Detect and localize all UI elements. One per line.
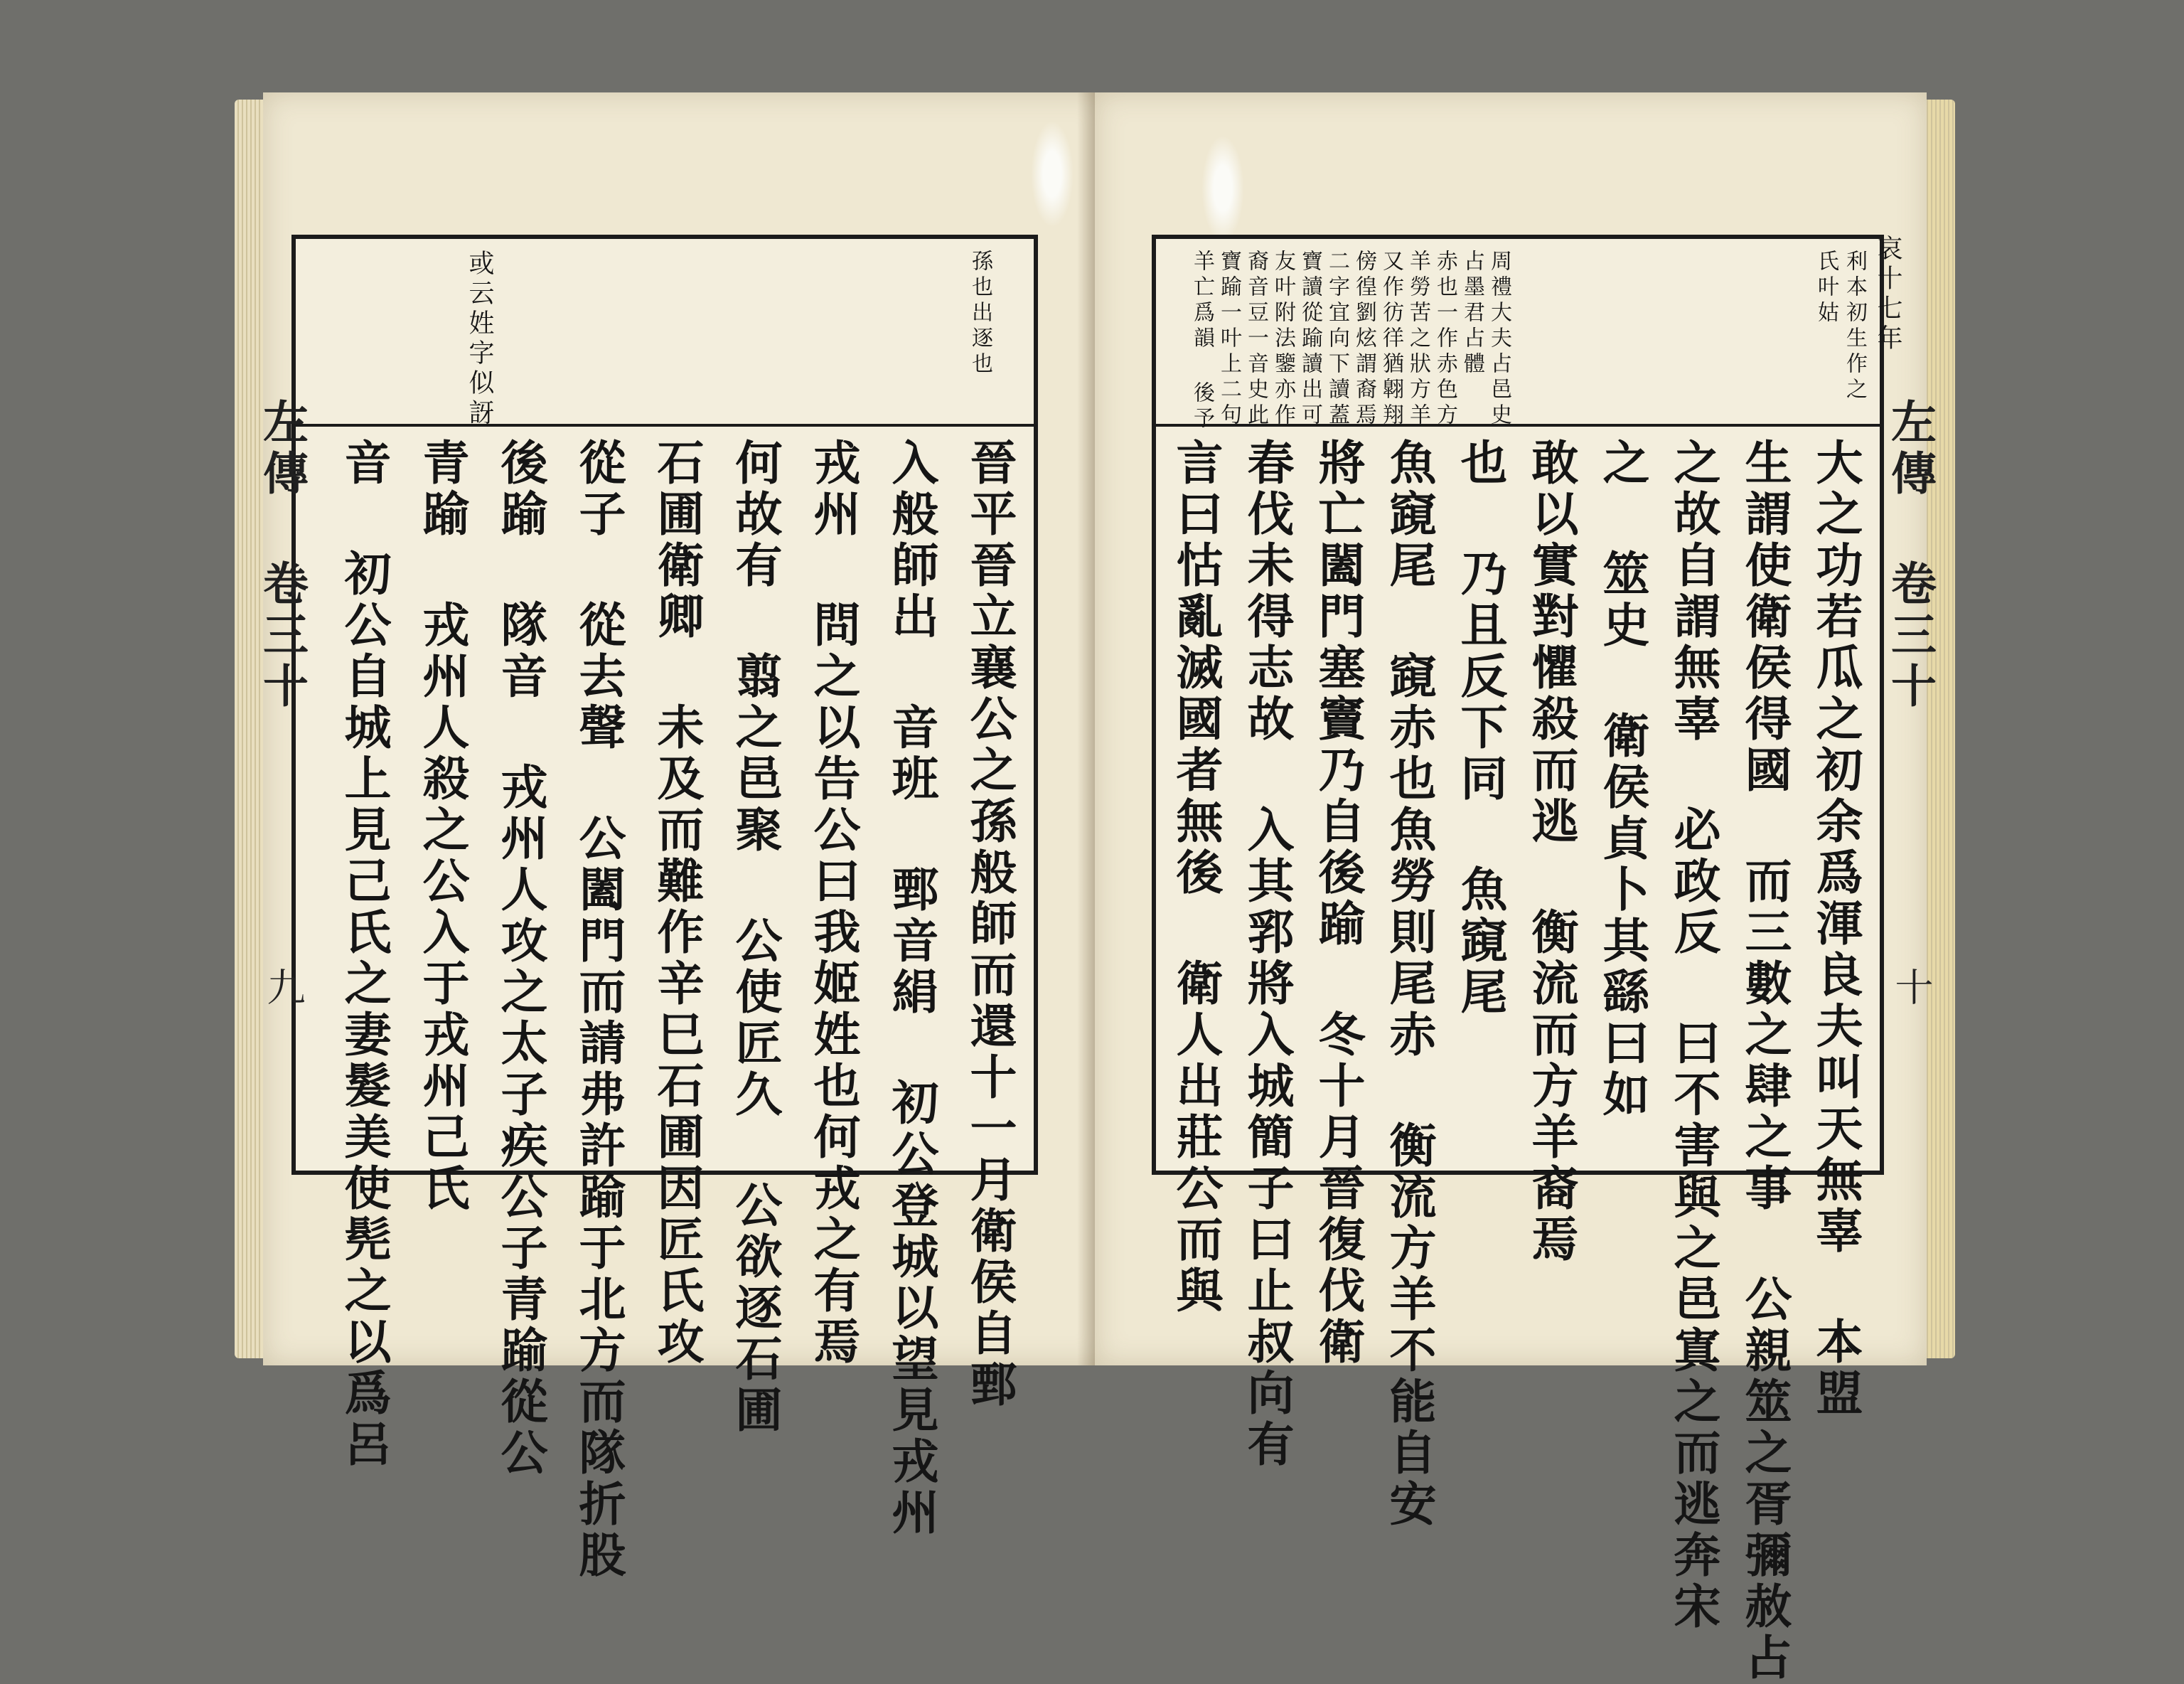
header-rule <box>291 424 1038 427</box>
left-text-frame <box>291 235 1038 1582</box>
text-column: 生謂使衛侯得國 而三數之肆之事 公親筮之胥彌赦占 <box>1737 438 1792 1684</box>
text-column: 將亡闔門塞竇乃自後踰 冬十月晉復伐衛 <box>1310 438 1366 1368</box>
text-column: 晉平晉立襄公之孫般師而還十一月衛侯自鄄 <box>962 438 1017 1411</box>
text-column: 青踰 戎州人殺之公入于戎州己氏 <box>414 438 470 1215</box>
text-column: 音 初公自城上見己氏之妻髮美使髡之以爲呂 <box>336 438 392 1471</box>
header-note: 寶讀從踰讀出可 <box>1297 250 1322 429</box>
text-column: 何故有 翦之邑聚 公使匠久 公欲逐石圃 <box>727 438 783 1437</box>
text-column: 之故自謂無辜 必政反 曰不害與之邑寘之而逃奔宋 <box>1666 438 1721 1633</box>
frame-right-edge <box>1034 239 1038 1171</box>
right-spine-top: 哀十七年 <box>1873 235 1902 354</box>
text-column: 春伐未得志故 入其郛將入城簡子曰止叔向有 <box>1239 438 1295 1471</box>
header-note: 友叶附法鑒亦作 <box>1270 250 1295 429</box>
text-column: 之 筮史 衛侯貞卜其繇曰如 <box>1595 438 1650 1121</box>
text-column: 從子 從去聲 公闔門而請弗許踰于北方而隊折股 <box>571 438 626 1582</box>
header-note: 寶踰一叶上二句 <box>1216 250 1241 429</box>
open-book <box>235 78 1955 1684</box>
binding-thread <box>1031 121 1074 228</box>
text-column: 入般師出 音班 鄄音絹 初公登城以望見戎州 <box>884 438 939 1539</box>
header-note: 裔音豆一音史此 <box>1243 250 1268 429</box>
left-page <box>255 92 1109 1582</box>
header-note: 氏叶姑 <box>1814 250 1838 326</box>
text-column: 戎州 問之以告公曰我姬姓也何戎之有焉 <box>805 438 861 1368</box>
right-page <box>1095 92 1937 1684</box>
header-note: 傍徨劉炫謂裔焉 <box>1351 250 1376 429</box>
header-note: 赤也一作赤色方 <box>1433 250 1457 429</box>
header-note: 羊亡爲韻 後予 <box>1189 250 1214 432</box>
right-text-frame <box>1152 235 1884 1684</box>
text-column: 也 乃且反下同 魚竀尾 <box>1452 438 1508 1018</box>
header-note: 占墨君占體 <box>1460 250 1484 378</box>
upper-note: 或云姓字似訝 <box>465 250 494 429</box>
text-column: 後踰 隊音 戎州人攻之太子疾公子青踰從公 <box>493 438 548 1479</box>
left-spine-title: 左傳 卷三十 <box>255 398 309 713</box>
left-page-number: 九 <box>261 967 306 1006</box>
right-page-number: 十 <box>1889 967 1934 1006</box>
header-note: 羊勞苦之狀方羊 <box>1406 250 1430 429</box>
text-column: 魚竀尾 竀赤也魚勞則尾赤 衡流方羊不能自安 <box>1381 438 1437 1530</box>
text-column: 大之功若瓜之初余爲渾良夫叫天無辜 本盟 <box>1808 438 1863 1419</box>
header-note: 周禮大夫占邑史 <box>1487 250 1511 429</box>
text-column: 石圃衛卿 未及而難作辛巳石圃因匠氏攻 <box>649 438 705 1368</box>
text-column: 敢以實對懼殺而逃 衡流而方羊裔焉 <box>1524 438 1579 1266</box>
header-note: 孫也出逐也 <box>968 250 992 378</box>
text-column: 言曰怙亂滅國者無後 衛人出莊公而與 <box>1168 438 1224 1317</box>
frame-left-edge <box>1152 239 1156 1171</box>
header-note: 又作彷徉猶翺翔 <box>1379 250 1403 429</box>
header-note: 二字宜向下讀蓋 <box>1324 250 1349 429</box>
binding-thread <box>1201 135 1244 242</box>
header-note: 利本初生作之 <box>1842 250 1867 403</box>
right-spine-title: 左傳 卷三十 <box>1883 398 1937 713</box>
